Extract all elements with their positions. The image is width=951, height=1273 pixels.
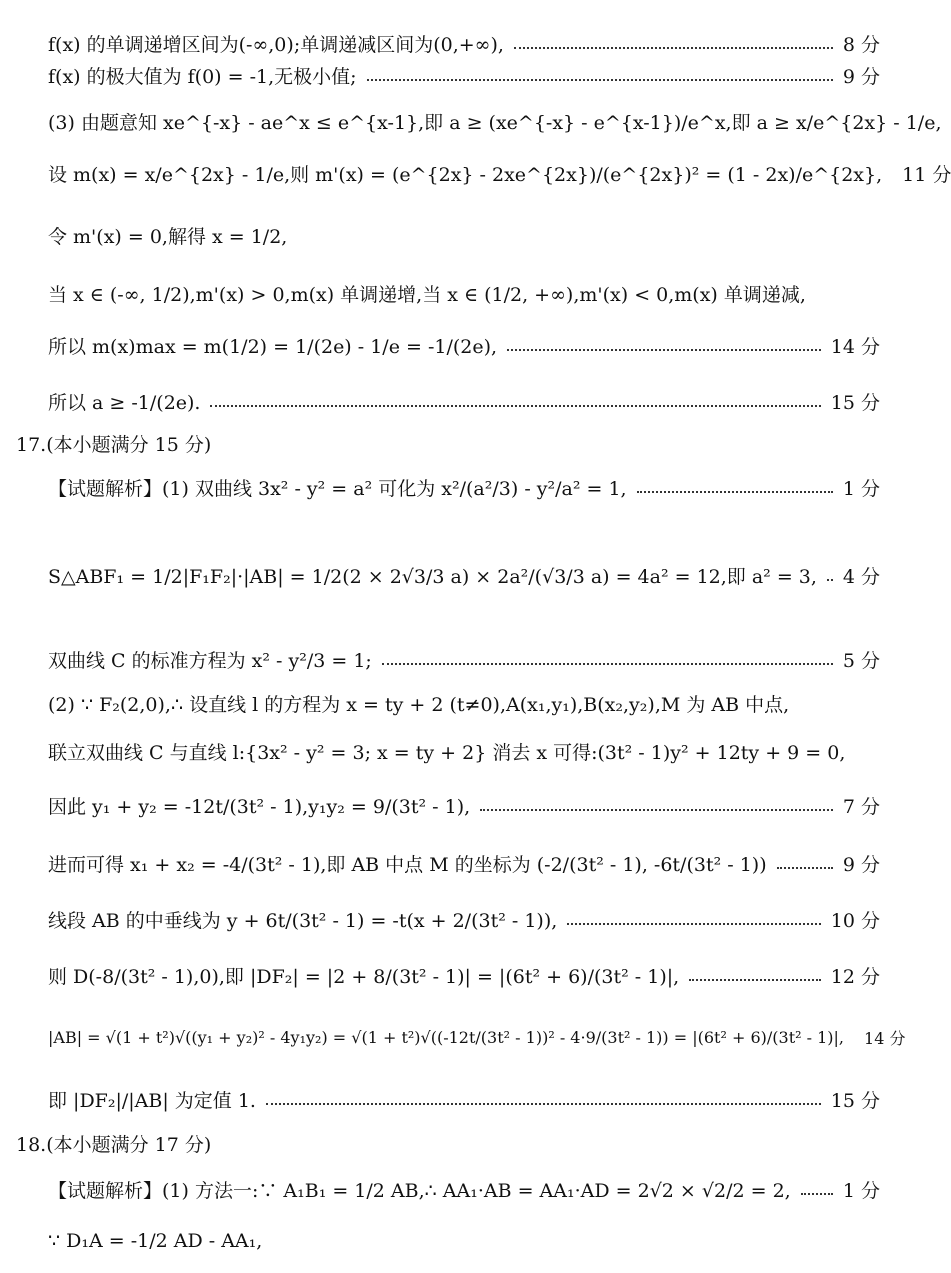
line-14: 联立双曲线 C 与直线 l:{3x² - y² = 3; x = ty + 2} 消去 x 可得:(3t² - 1)y² + 12ty + 9 = 0,: [48, 742, 846, 764]
line-18: 则 D(-8/(3t² - 1),0),即 |DF₂| = |2 + 8/(3t² - 1)| = |(6t² + 6)/(3t² - 1)|, 12 分: [48, 966, 880, 988]
line-19: |AB| = √(1 + t²)√((y₁ + y₂)² - 4y₁y₂) = √(1 + t²)√((-12t/(3t² - 1))² - 4·9/(3t² - 1)) = |(6t² + 6)/(3t² - 1)|, 14 分: [48, 1028, 906, 1048]
line-6: 当 x ∈ (-∞, 1/2),m'(x) > 0,m(x) 单调递增,当 x ∈ (1/2, +∞),m'(x) < 0,m(x) 单调递减,: [48, 284, 806, 306]
line-20: 即 |DF₂|/|AB| 为定值 1. 15 分: [48, 1090, 880, 1112]
line-11: S△ABF₁ = 1/2|F₁F₂|·|AB| = 1/2(2 × 2√3/3 a) × 2a²/(√3/3 a) = 4a² = 12,即 a² = 3, 4 分: [48, 566, 880, 588]
line-15: 因此 y₁ + y₂ = -12t/(3t² - 1),y₁y₂ = 9/(3t² - 1), 7 分: [48, 796, 880, 818]
line-13: (2) ∵ F₂(2,0),∴ 设直线 l 的方程为 x = ty + 2 (t≠0),A(x₁,y₁),B(x₂,y₂),M 为 AB 中点,: [48, 694, 790, 716]
line-2: f(x) 的极大值为 f(0) = -1,无极小值; 9 分: [48, 66, 880, 88]
line-12: 双曲线 C 的标准方程为 x² - y²/3 = 1; 5 分: [48, 650, 880, 672]
line-5: 令 m'(x) = 0,解得 x = 1/2,: [48, 226, 288, 248]
line-23: ∵ D₁A = -1/2 AD - AA₁,: [48, 1230, 263, 1252]
section-18-heading: 18.(本小题满分 17 分): [16, 1134, 212, 1156]
line-17: 线段 AB 的中垂线为 y + 6t/(3t² - 1) = -t(x + 2/(3t² - 1)), 10 分: [48, 910, 880, 932]
line-4: 设 m(x) = x/e^{2x} - 1/e,则 m'(x) = (e^{2x} - 2xe^{2x})/(e^{2x})² = (1 - 2x)/e^{2x}, 11 分: [48, 164, 951, 186]
line-3: (3) 由题意知 xe^{-x} - ae^x ≤ e^{x-1},即 a ≥ (xe^{-x} - e^{x-1})/e^x,即 a ≥ x/e^{2x} - 1/e,: [48, 112, 942, 134]
line-8: 所以 a ≥ -1/(2e). 15 分: [48, 392, 880, 414]
section-17-heading: 17.(本小题满分 15 分): [16, 434, 212, 456]
line-1: f(x) 的单调递增区间为(-∞,0);单调递减区间为(0,+∞), 8 分: [48, 34, 880, 56]
line-7: 所以 m(x)max = m(1/2) = 1/(2e) - 1/e = -1/(2e), 14 分: [48, 336, 880, 358]
line-10: 【试题解析】(1) 双曲线 3x² - y² = a² 可化为 x²/(a²/3) - y²/a² = 1, 1 分: [48, 478, 880, 500]
line-22: 【试题解析】(1) 方法一:∵ A₁B₁ = 1/2 AB,∴ AA₁·AB = AA₁·AD = 2√2 × √2/2 = 2, 1 分: [48, 1180, 880, 1202]
line-16: 进而可得 x₁ + x₂ = -4/(3t² - 1),即 AB 中点 M 的坐标为 (-2/(3t² - 1), -6t/(3t² - 1)) 9 分: [48, 854, 880, 876]
